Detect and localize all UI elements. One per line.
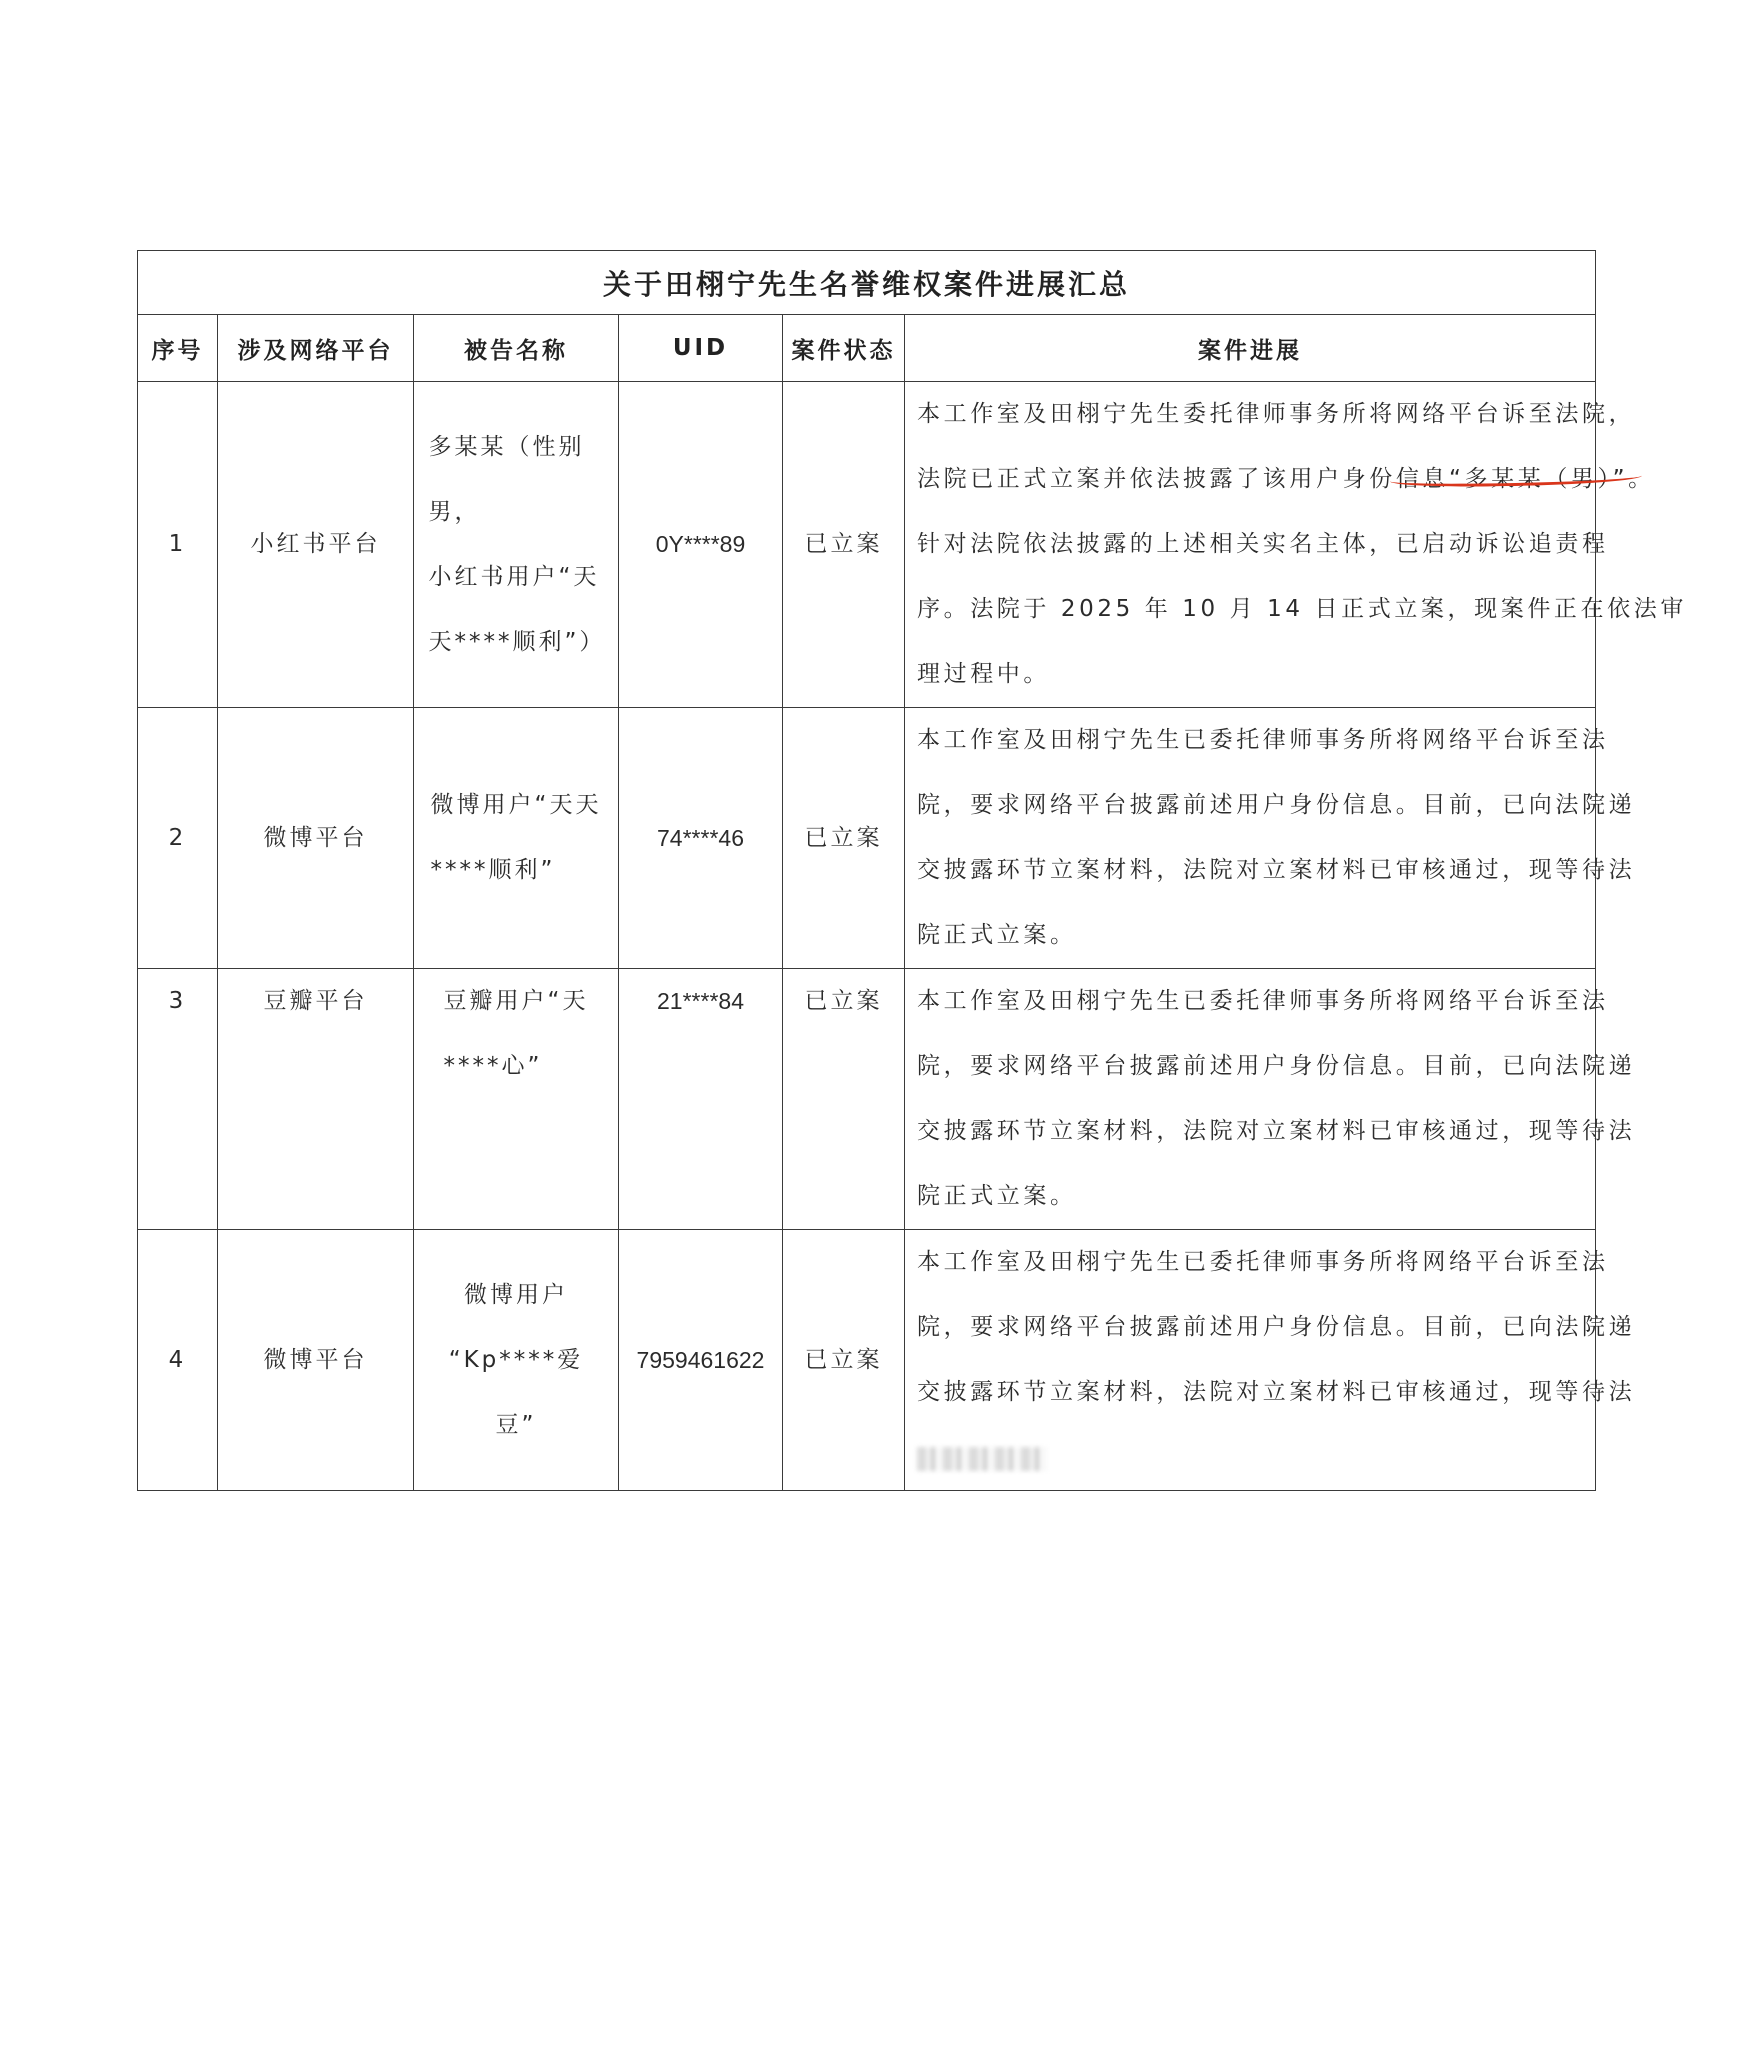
- cell-progress: [905, 1230, 1636, 1491]
- defendant-text: [431, 773, 602, 903]
- defendant-line: 微博用户: [464, 1281, 568, 1308]
- cell-defendant: [414, 708, 619, 969]
- progress-line: 本工作室及田栩宁先生已委托律师事务所将网络平台诉至法: [917, 727, 1609, 753]
- cell-progress: [905, 708, 1636, 969]
- defendant-text: [429, 415, 604, 675]
- cell-uid: 7959461622: [619, 1230, 783, 1491]
- defendant-line: “Kp****爱豆”: [448, 1346, 584, 1438]
- defendant-text: [444, 969, 589, 1099]
- header-status: 案件状态: [783, 315, 905, 382]
- progress-line: 本工作室及田栩宁先生已委托律师事务所将网络平台诉至法: [917, 1249, 1609, 1275]
- cell-platform: 小红书平台: [218, 382, 414, 708]
- table-title: 关于田栩宁先生名誉维权案件进展汇总: [138, 251, 1596, 315]
- defendant-text: [429, 1263, 604, 1458]
- progress-line: 交披露环节立案材料，法院对立案材料已审核通过，现等待法: [917, 1379, 1636, 1405]
- progress-line: 序。法院于 2025 年 10 月 14 日正式立案，现案件正在依法审: [917, 596, 1687, 622]
- cell-platform: 微博平台: [218, 708, 414, 969]
- progress-line: 交披露环节立案材料，法院对立案材料已审核通过，现等待法: [917, 1118, 1636, 1144]
- cell-no: 1: [138, 382, 218, 708]
- header-defendant: 被告名称: [414, 315, 619, 382]
- cell-status: 已立案: [783, 708, 905, 969]
- cell-status: 已立案: [783, 382, 905, 708]
- cell-uid: 74****46: [619, 708, 783, 969]
- header-progress: 案件进展: [905, 315, 1596, 382]
- cell-platform: 豆瓣平台: [218, 969, 414, 1230]
- progress-text: 。: [1628, 466, 1655, 492]
- header-row: [138, 315, 1596, 382]
- header-no: 序号: [138, 315, 218, 382]
- red-underline-annotation: 信息“多某某（男）”: [1395, 466, 1629, 492]
- progress-line: 交披露环节立案材料，法院对立案材料已审核通过，现等待法: [917, 857, 1636, 883]
- progress-line: 院正式立案。: [917, 922, 1077, 948]
- defendant-line: 多某某（性别男，: [428, 433, 585, 525]
- cell-uid: 21****84: [619, 969, 783, 1230]
- progress-line: 本工作室及田栩宁先生已委托律师事务所将网络平台诉至法: [917, 988, 1609, 1014]
- blurred-text-line: [917, 1425, 1587, 1490]
- cell-no: 2: [138, 708, 218, 969]
- progress-line: 院正式立案。: [917, 1183, 1077, 1209]
- cell-progress: [905, 969, 1636, 1230]
- progress-line: 针对法院依法披露的上述相关实名主体，已启动诉讼追责程: [917, 531, 1609, 557]
- blurred-text-mark: [917, 1447, 1047, 1471]
- cell-defendant: [414, 969, 619, 1230]
- defendant-line: 豆瓣用户“天: [443, 988, 589, 1014]
- progress-line-annotated: [917, 447, 1655, 512]
- progress-line: 本工作室及田栩宁先生委托律师事务所将网络平台诉至法院，: [917, 401, 1636, 427]
- defendant-line: ****心”: [443, 1053, 543, 1079]
- defendant-line: 微博用户“天天: [430, 792, 602, 818]
- defendant-line: ****顺利”: [430, 857, 556, 883]
- table-row: [138, 1230, 1596, 1491]
- document-sheet: [137, 250, 1687, 1491]
- progress-line: 理过程中。: [917, 661, 1050, 687]
- progress-line: 院，要求网络平台披露前述用户身份信息。目前，已向法院递: [917, 1053, 1636, 1079]
- cell-defendant: [414, 1230, 619, 1491]
- cell-progress: [905, 382, 1687, 708]
- progress-line: 院，要求网络平台披露前述用户身份信息。目前，已向法院递: [917, 1314, 1636, 1340]
- case-progress-table: [137, 250, 1687, 1491]
- defendant-line: 天****顺利”）: [428, 628, 606, 655]
- table-row: [138, 969, 1596, 1230]
- cell-no: 3: [138, 969, 218, 1230]
- cell-platform: 微博平台: [218, 1230, 414, 1491]
- header-uid: UID: [619, 315, 783, 382]
- table-row: [138, 708, 1596, 969]
- header-platform: 涉及网络平台: [218, 315, 414, 382]
- cell-uid: 0Y****89: [619, 382, 783, 708]
- progress-text: 法院已正式立案并依法披露了该用户身份: [917, 466, 1396, 492]
- table-row: [138, 382, 1596, 708]
- progress-line: 院，要求网络平台披露前述用户身份信息。目前，已向法院递: [917, 792, 1636, 818]
- defendant-line: 小红书用户“天: [428, 563, 600, 590]
- cell-no: 4: [138, 1230, 218, 1491]
- cell-status: 已立案: [783, 969, 905, 1230]
- cell-defendant: [414, 382, 619, 708]
- title-row: [138, 251, 1596, 315]
- cell-status: 已立案: [783, 1230, 905, 1491]
